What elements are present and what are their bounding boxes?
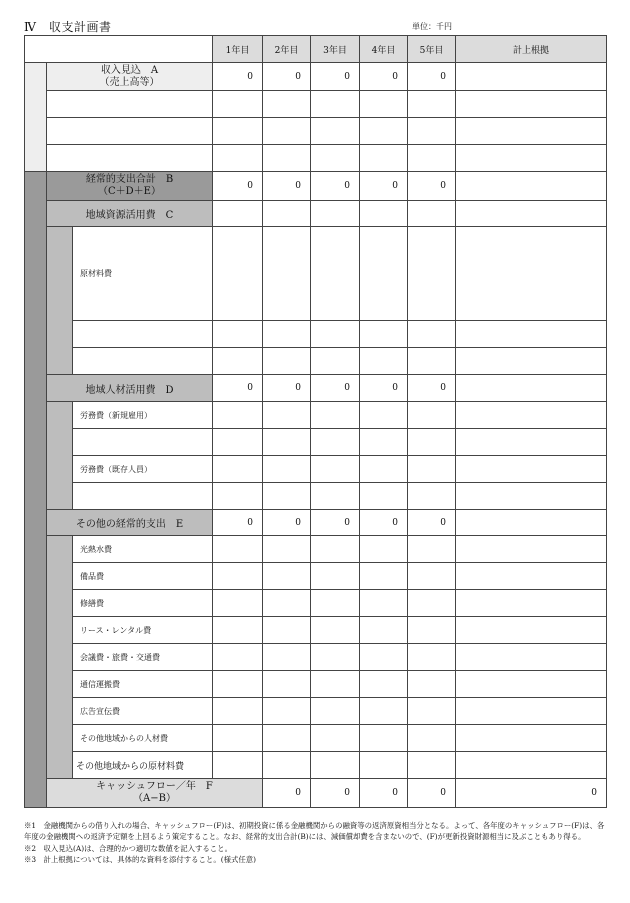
- regional-hr-value-y5: 0: [408, 375, 456, 402]
- regional-resource-blank-row: [25, 348, 607, 375]
- other-item-row: [25, 536, 607, 563]
- expense-total-value-y3: 0: [311, 172, 360, 201]
- cashflow-value-y5: 0: [456, 779, 607, 808]
- cashflow-value-y4: 0: [408, 779, 456, 808]
- header-year-1: 1年目: [213, 36, 263, 63]
- item-meeting-travel: 会議費・旅費・交通費: [73, 644, 213, 671]
- item-other-region-hr: その他地域からの人材費: [73, 725, 213, 752]
- cashflow-label-sub: （A−B）: [133, 793, 176, 804]
- regional-resource-item-row: [25, 227, 607, 321]
- expense-total-value-y1: 0: [213, 172, 263, 201]
- header-blank-cell: [25, 36, 213, 63]
- income-value-y3: 0: [311, 63, 360, 91]
- other-item-row: [25, 671, 607, 698]
- item-communication-shipping: 通信運搬費: [73, 671, 213, 698]
- unit-label: 単位：千円: [412, 22, 452, 31]
- regional-hr-blank-row: [25, 429, 607, 456]
- other-item-row: [25, 644, 607, 671]
- income-value-y4: 0: [360, 63, 408, 91]
- expense-total-value-y4: 0: [360, 172, 408, 201]
- income-label: [47, 63, 213, 91]
- income-label-main: 収入見込 A: [100, 64, 159, 76]
- other-expense-row: [25, 510, 607, 536]
- expense-total-label-sub: （C＋D＋E）: [98, 186, 161, 197]
- income-row: [25, 63, 607, 91]
- regional-hr-side-bar: [47, 402, 73, 510]
- income-blank-row: [25, 145, 607, 172]
- item-labor-new: 労務費（新規雇用）: [73, 402, 213, 429]
- footnotes: [24, 820, 606, 865]
- regional-hr-value-y4: 0: [360, 375, 408, 402]
- income-value-y2: 0: [263, 63, 311, 91]
- other-expense-basis-cell: [456, 510, 607, 536]
- income-label-sub: （売上高等）: [99, 76, 160, 88]
- other-expense-value-y2: 0: [263, 510, 311, 536]
- regional-hr-row: [25, 375, 607, 402]
- item-utilities: 光熱水費: [73, 536, 213, 563]
- footnote-2: ※2 収入見込(A)は、合理的かつ適切な数値を記入すること。: [24, 843, 232, 853]
- item-repairs: 修繕費: [73, 590, 213, 617]
- expense-total-value-y2: 0: [263, 172, 311, 201]
- other-item-row: [25, 563, 607, 590]
- header-year-4: 4年目: [360, 36, 408, 63]
- footnote-3: ※3 計上根拠については、具体的な資料を添付すること。(様式任意): [24, 854, 257, 864]
- cashflow-value-y3: 0: [360, 779, 408, 808]
- regional-resource-side-bar: [47, 227, 73, 375]
- income-blank-row: [25, 118, 607, 145]
- item-lease-rental: リース・レンタル費: [73, 617, 213, 644]
- item-raw-materials: 原材料費: [73, 227, 213, 321]
- cashflow-label: [47, 779, 263, 808]
- expense-side-bar: [25, 172, 47, 808]
- other-expense-value-y5: 0: [408, 510, 456, 536]
- page-title: Ⅳ 収支計画書: [24, 20, 112, 34]
- other-expense-value-y4: 0: [360, 510, 408, 536]
- item-labor-existing: 労務費（既存人員）: [73, 456, 213, 483]
- income-side-bar: [25, 63, 47, 172]
- header-row: [25, 36, 607, 63]
- regional-hr-value-y2: 0: [263, 375, 311, 402]
- regional-hr-value-y3: 0: [311, 375, 360, 402]
- expense-total-row: [25, 172, 607, 201]
- cashflow-value-y1: 0: [263, 779, 311, 808]
- other-item-row: [25, 617, 607, 644]
- income-basis-cell: [456, 63, 607, 91]
- regional-resource-blank-row: [25, 321, 607, 348]
- footnote-1: ※1 金融機関からの借り入れの場合、キャッシュフロー(F)は、初期投資に係る金融機関からの融資等の返済原資相当分となる。よって、各年度のキャッシュフロー(F)は、各年度の金融機関への返済予定額を上回るよう策定すること。なお、経常的支出合計(B)には、減価償却費を含まないので、(F)が更新投資財源相当に及ぶこともあり得る。: [24, 821, 605, 842]
- expense-total-basis-cell: [456, 172, 607, 201]
- income-value-y5: 0: [408, 63, 456, 91]
- header-year-5: 5年目: [408, 36, 456, 63]
- other-expense-value-y1: 0: [213, 510, 263, 536]
- item-advertising: 広告宣伝費: [73, 698, 213, 725]
- other-item-row: [25, 590, 607, 617]
- regional-resource-label: 地域資源活用費 C: [47, 201, 213, 227]
- regional-hr-item-row: [25, 456, 607, 483]
- income-blank-row: [25, 91, 607, 118]
- expense-total-value-y5: 0: [408, 172, 456, 201]
- other-item-row: [25, 752, 607, 779]
- header-year-2: 2年目: [263, 36, 311, 63]
- other-item-row: [25, 698, 607, 725]
- regional-hr-basis-cell: [456, 375, 607, 402]
- cashflow-value-y2: 0: [311, 779, 360, 808]
- header-year-3: 3年目: [311, 36, 360, 63]
- other-expense-side-bar: [47, 536, 73, 779]
- regional-hr-value-y1: 0: [213, 375, 263, 402]
- income-value-y1: 0: [213, 63, 263, 91]
- header-basis: 計上根拠: [456, 36, 607, 63]
- other-expense-label: その他の経常的支出 E: [47, 510, 213, 536]
- regional-hr-item-row: [25, 402, 607, 429]
- cashflow-label-main: キャッシュフロー／年 F: [96, 781, 213, 792]
- other-item-row: [25, 725, 607, 752]
- budget-table: [24, 35, 607, 808]
- other-expense-value-y3: 0: [311, 510, 360, 536]
- regional-hr-blank-row: [25, 483, 607, 510]
- expense-total-label: [47, 172, 213, 201]
- regional-hr-label: 地域人材活用費 D: [47, 375, 213, 402]
- item-equipment: 備品費: [73, 563, 213, 590]
- cashflow-row: [25, 779, 607, 808]
- regional-resource-row: [25, 201, 607, 227]
- item-other-region-materials: その他地域からの原材料費: [73, 752, 213, 779]
- expense-total-label-main: 経常的支出合計 B: [85, 174, 174, 185]
